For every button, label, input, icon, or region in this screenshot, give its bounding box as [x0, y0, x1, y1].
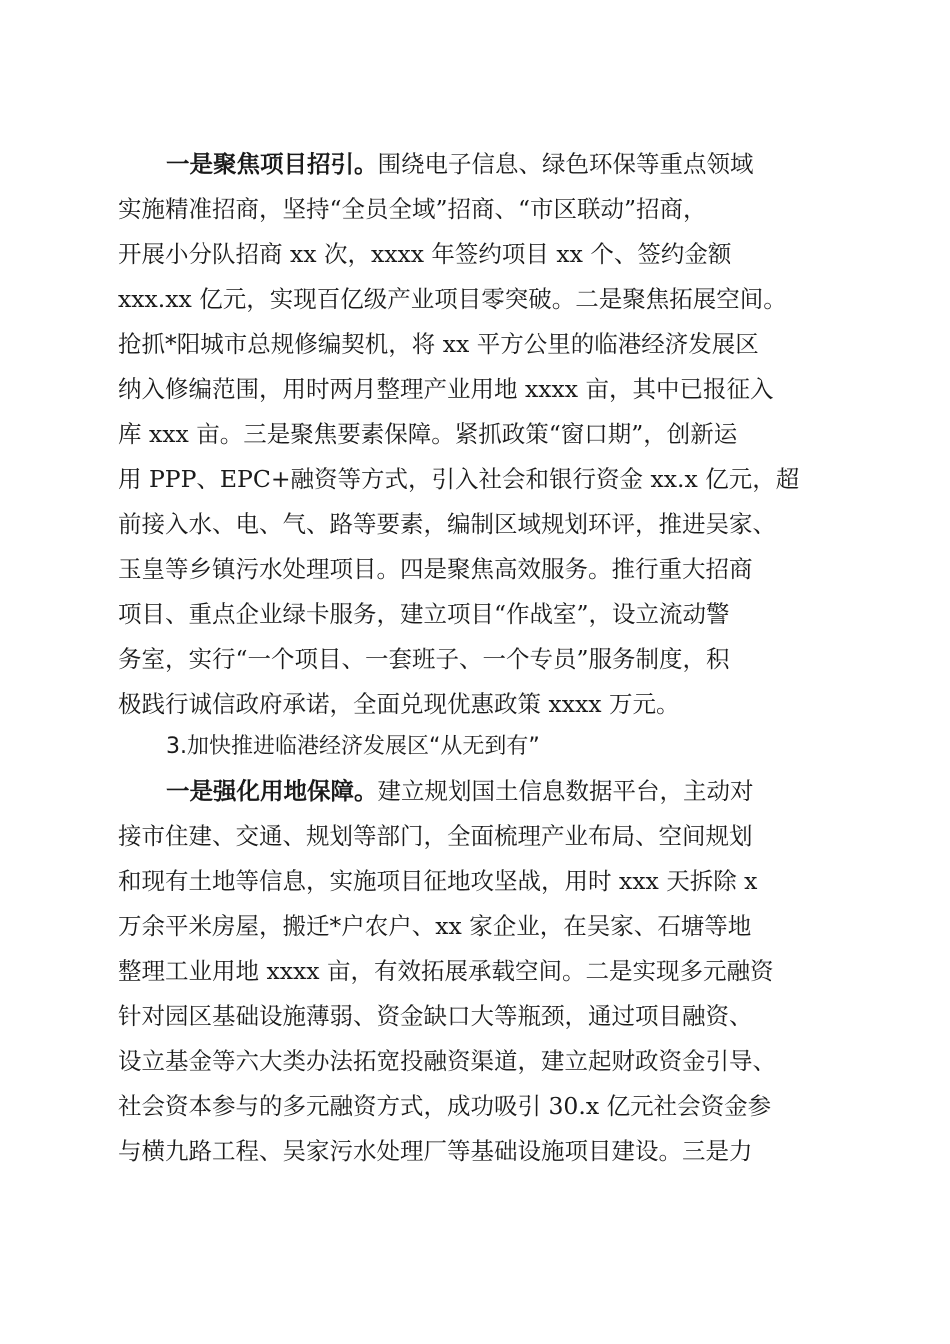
text-line: 前接入水、电、气、路等要素，编制区域规划环评，推进吴家、 [118, 510, 776, 538]
text-line: 接市住建、交通、规划等部门，全面梳理产业布局、空间规划 [118, 822, 753, 850]
line-text: 建立规划国土信息数据平台，主动对 [377, 777, 754, 805]
line-text: 围绕电子信息、绿色环保等重点领域 [377, 150, 754, 178]
text-line: 万余平米房屋，搬迁*户农户、xx 家企业，在吴家、石塘等地 [118, 912, 752, 940]
text-line: 务室，实行“一个项目、一套班子、一个专员”服务制度，积 [118, 645, 730, 673]
text-line: 纳入修编范围，用时两月整理产业用地 xxxx 亩，其中已报征入 [118, 375, 774, 403]
text-line: 用 PPP、EPC+融资等方式，引入社会和银行资金 xx.x 亿元，超 [118, 465, 800, 493]
text-line: 极践行诚信政府承诺，全面兑现优惠政策 xxxx 万元。 [118, 690, 680, 718]
text-line [166, 769, 830, 813]
text-line: 针对园区基础设施薄弱、资金缺口大等瓶颈，通过项目融资、 [118, 1002, 753, 1030]
text-line [166, 142, 830, 186]
text-line: 库 xxx 亩。三是聚焦要素保障。紧抓政策“窗口期”，创新运 [118, 420, 738, 448]
text-line: 抢抓*阳城市总规修编契机，将 xx 平方公里的临港经济发展区 [118, 330, 759, 358]
text-line: 设立基金等六大类办法拓宽投融资渠道，建立起财政资金引导、 [118, 1047, 776, 1075]
text-line: 项目、重点企业绿卡服务，建立项目“作战室”，设立流动警 [118, 600, 730, 628]
text-line: 实施精准招商，坚持“全员全域”招商、“市区联动”招商， [118, 195, 707, 223]
text-line: 与横九路工程、吴家污水处理厂等基础设施项目建设。三是力 [118, 1137, 753, 1165]
section-heading: 3.加快推进临港经济发展区“从无到有” [166, 734, 540, 759]
text-line: 整理工业用地 xxxx 亩，有效拓展承载空间。二是实现多元融资 [118, 957, 774, 985]
text-line: 开展小分队招商 xx 次，xxxx 年签约项目 xx 个、签约金额 [118, 240, 732, 268]
text-line: 玉皇等乡镇污水处理项目。四是聚焦高效服务。推行重大招商 [118, 555, 753, 583]
text-line: xxx.xx 亿元，实现百亿级产业项目零突破。二是聚焦拓展空间。 [118, 285, 787, 313]
bold-lead: 一是聚焦项目招引。 [166, 150, 378, 178]
text-line: 和现有土地等信息，实施项目征地攻坚战，用时 xxx 天拆除 x [118, 867, 758, 895]
text-line: 社会资本参与的多元融资方式，成功吸引 30.x 亿元社会资金参 [118, 1092, 772, 1120]
bold-lead: 一是强化用地保障。 [166, 777, 378, 805]
